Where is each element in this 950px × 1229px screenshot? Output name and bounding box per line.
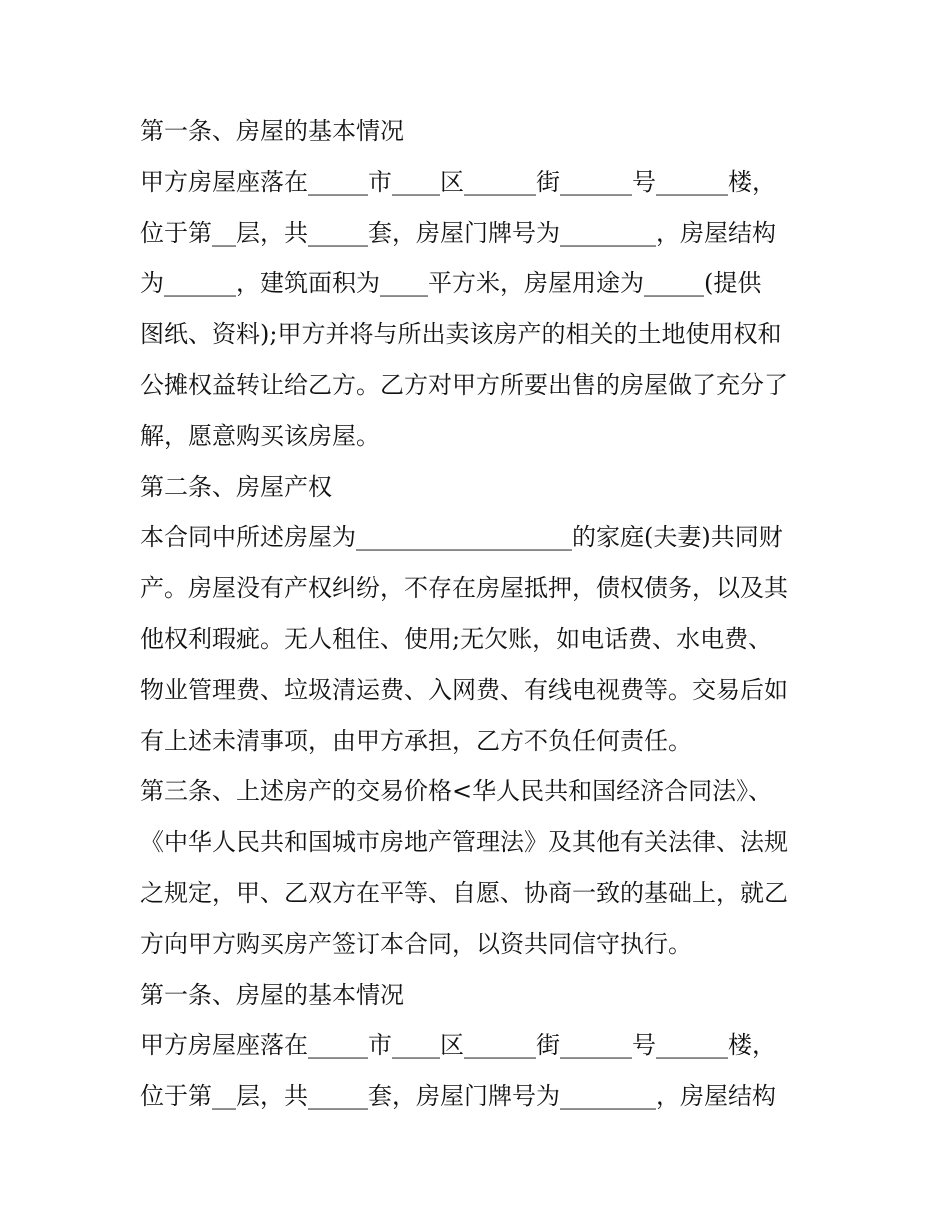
section-heading: 第二条、房屋产权 xyxy=(140,472,332,501)
section-heading: 第一条、房屋的基本情况 xyxy=(140,980,404,1009)
paragraph-line: 产。房屋没有产权纠纷，不存在房屋抵押，债权债务，以及其 xyxy=(140,574,788,603)
section-heading: 第三条、上述房产的交易价格<华人民共和国经济合同法》、 xyxy=(140,777,773,806)
paragraph-line: 之规定，甲、乙双方在平等、自愿、协商一致的基础上，就乙 xyxy=(140,878,788,907)
paragraph-line: 甲方房屋座落在_____市____区______街______号______楼， xyxy=(140,167,776,196)
section-heading: 第一条、房屋的基本情况 xyxy=(140,117,404,145)
paragraph-line: 物业管理费、垃圾清运费、入网费、有线电视费等。交易后如 xyxy=(140,675,788,704)
paragraph-line: 《中华人民共和国城市房地产管理法》及其他有关法律、法规 xyxy=(140,828,788,857)
paragraph-line: 位于第__层，共_____套，房屋门牌号为________，房屋结构 xyxy=(140,1082,776,1111)
paragraph-line: 甲方房屋座落在_____市____区______街______号______楼， xyxy=(140,1031,776,1060)
paragraph-line: 本合同中所述房屋为__________________的家庭(夫妻)共同财 xyxy=(140,523,783,552)
paragraph-line: 他权利瑕疵。无人租住、使用;无欠账，如电话费、水电费、 xyxy=(140,624,773,653)
paragraph-line: 方向甲方购买房产签订本合同，以资共同信守执行。 xyxy=(140,929,692,958)
paragraph-line: 有上述未清事项，由甲方承担，乙方不负任何责任。 xyxy=(140,726,692,755)
paragraph-line: 图纸、资料);甲方并将与所出卖该房产的相关的土地使用权和 xyxy=(140,320,782,349)
paragraph-line: 公摊权益转让给乙方。乙方对甲方所要出售的房屋做了充分了 xyxy=(140,370,788,399)
paragraph-line: 为______，建筑面积为____平方米，房屋用途为_____(提供 xyxy=(140,269,762,298)
contract-body xyxy=(140,106,820,1122)
paragraph-line: 位于第__层，共_____套，房屋门牌号为________，房屋结构 xyxy=(140,218,776,247)
paragraph-line: 解，愿意购买该房屋。 xyxy=(140,421,380,450)
